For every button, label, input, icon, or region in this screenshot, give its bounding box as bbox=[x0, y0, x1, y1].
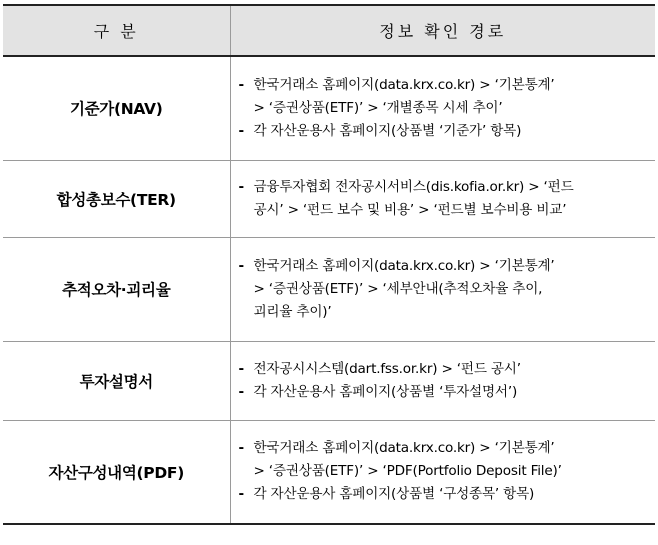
table-row bbox=[3, 420, 655, 524]
table-row bbox=[3, 341, 655, 420]
route-text: 공시’ > ‘펀드 보수 및 비용’ > ‘펀드별 보수비용 비교’ bbox=[253, 201, 567, 218]
category-cell: 추적오차·괴리율 bbox=[3, 237, 230, 341]
route-text: 금융투자협회 전자공시서비스(dis.kofia.or.kr) > ‘펀드 bbox=[253, 178, 574, 195]
route-line bbox=[239, 483, 650, 506]
route-text: > ‘증권상품(ETF)’ > ‘PDF(Portfolio Deposit File)’ bbox=[253, 463, 562, 480]
route-line bbox=[239, 255, 650, 278]
route-cell bbox=[230, 341, 655, 420]
header-route: 정보 확인 경로 bbox=[230, 5, 655, 56]
route-line bbox=[239, 176, 650, 199]
route-text: > ‘증권상품(ETF)’ > ‘세부안내(추적오차율 추이, bbox=[253, 280, 543, 297]
bullet-dash: - bbox=[238, 76, 244, 93]
route-cell bbox=[230, 160, 655, 237]
table-row bbox=[3, 160, 655, 237]
category-cell: 자산구성내역(PDF) bbox=[3, 420, 230, 524]
bullet-dash: - bbox=[238, 257, 244, 274]
route-line bbox=[239, 199, 650, 222]
table-row bbox=[3, 56, 655, 160]
category-cell: 투자설명서 bbox=[3, 341, 230, 420]
table-row bbox=[3, 237, 655, 341]
bullet-dash: - bbox=[238, 360, 244, 377]
bullet-dash: - bbox=[238, 178, 244, 195]
route-line bbox=[239, 460, 650, 483]
route-line bbox=[239, 97, 650, 120]
route-text: 한국거래소 홈페이지(data.krx.co.kr) > ‘기본통계’ bbox=[253, 76, 555, 93]
route-cell bbox=[230, 237, 655, 341]
route-text: 한국거래소 홈페이지(data.krx.co.kr) > ‘기본통계’ bbox=[253, 440, 555, 457]
route-text: 한국거래소 홈페이지(data.krx.co.kr) > ‘기본통계’ bbox=[253, 257, 555, 274]
route-line bbox=[239, 381, 650, 404]
category-cell: 합성총보수(TER) bbox=[3, 160, 230, 237]
route-text: 각 자산운용사 홈페이지(상품별 ‘투자설명서’) bbox=[253, 383, 518, 400]
bullet-dash: - bbox=[238, 122, 244, 139]
route-line bbox=[239, 437, 650, 460]
route-line bbox=[239, 358, 650, 381]
route-line bbox=[239, 278, 650, 301]
route-line bbox=[239, 120, 650, 143]
route-text: 각 자산운용사 홈페이지(상품별 ‘기준가’ 항목) bbox=[253, 122, 522, 139]
route-text: 각 자산운용사 홈페이지(상품별 ‘구성종목’ 항목) bbox=[253, 486, 535, 503]
route-cell bbox=[230, 56, 655, 160]
info-route-table bbox=[3, 4, 655, 525]
route-text: 괴리율 추이)’ bbox=[253, 303, 332, 320]
route-line bbox=[239, 74, 650, 97]
bullet-dash: - bbox=[238, 486, 244, 503]
route-text: 전자공시시스템(dart.fss.or.kr) > ‘펀드 공시’ bbox=[253, 360, 521, 377]
route-line bbox=[239, 301, 650, 324]
route-text: > ‘증권상품(ETF)’ > ‘개별종목 시세 추이’ bbox=[253, 99, 503, 116]
header-category: 구 분 bbox=[3, 5, 230, 56]
route-cell bbox=[230, 420, 655, 524]
header-row bbox=[3, 5, 655, 56]
category-cell: 기준가(NAV) bbox=[3, 56, 230, 160]
bullet-dash: - bbox=[238, 440, 244, 457]
bullet-dash: - bbox=[238, 383, 244, 400]
